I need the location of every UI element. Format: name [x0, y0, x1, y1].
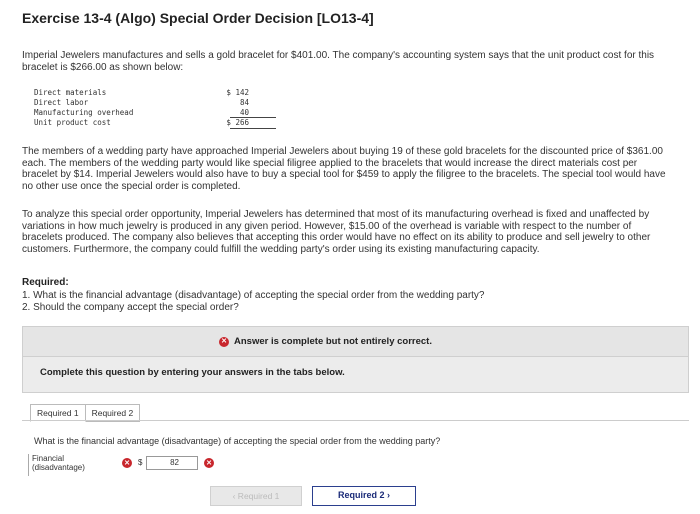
tab-required-1[interactable]: Required 1 [30, 404, 86, 422]
answer-label: Financial (disadvantage) [32, 454, 85, 472]
tab-divider [22, 420, 689, 421]
scenario-text: The members of a wedding party have approached Imperial Jewelers about buying 19 of these gold bracelets for the discounted price of $361.00 each. The members of the wedding party would like special filigree applied to the bracelets that would increase the direct materials cost per bracelet by $14. Imperial Jewelers would also have to buy a special tool for $459 to apply the filigree to the bracelets. The special tool would have no other use once the special order is completed. [22, 146, 666, 192]
currency-symbol: $ [138, 458, 143, 467]
cost-value: 84 [239, 98, 249, 107]
required-heading: Required: [22, 277, 69, 288]
cost-label: Manufacturing overhead [34, 108, 134, 117]
cost-value: 40 [239, 108, 249, 117]
cost-label: Direct labor [34, 98, 89, 107]
x-circle-icon: ✕ [122, 458, 132, 468]
row-bracket [28, 454, 31, 476]
x-circle-icon: ✕ [219, 337, 229, 347]
answer-row [28, 454, 218, 480]
question-text: What is the financial advantage (disadvantage) of accepting the special order from the wedding party? [34, 436, 441, 446]
tab-required-2[interactable]: Required 2 [86, 404, 141, 422]
answer-input[interactable] [146, 456, 198, 470]
next-button[interactable]: Required 2 › [312, 486, 416, 506]
cost-row [34, 98, 249, 108]
instructions-panel [22, 357, 689, 393]
cost-label: Unit product cost [34, 118, 111, 127]
cost-row [34, 88, 249, 98]
total-rule [230, 128, 276, 129]
answer-status-panel [22, 326, 689, 357]
subtotal-rule [230, 117, 276, 118]
cost-label: Direct materials [34, 88, 107, 97]
answer-value: 82 [170, 458, 179, 467]
status-text: Answer is complete but not entirely correct. [234, 336, 432, 347]
x-circle-icon: ✕ [204, 458, 214, 468]
required-item: 1. What is the financial advantage (disadvantage) of accepting the special order from the wedding party? [22, 290, 485, 301]
cost-row-total [34, 118, 249, 128]
intro-text: Imperial Jewelers manufactures and sells a gold bracelet for $401.00. The company's accounting system says that the unit product cost for this bracelet is $266.00 as shown below: [22, 50, 655, 73]
prev-button[interactable]: ‹ Required 1 [210, 486, 302, 506]
instructions-text: Complete this question by entering your answers in the tabs below. [40, 367, 345, 378]
required-item: 2. Should the company accept the special order? [22, 302, 239, 313]
cost-row [34, 108, 249, 118]
cost-table [34, 88, 249, 128]
cost-value: $ 142 [226, 88, 249, 97]
cost-value: $ 266 [226, 118, 249, 127]
analysis-text: To analyze this special order opportunity, Imperial Jewelers has determined that most of its manufacturing overhead is fixed and unaffected by variations in how much jewelry is produced in any given period. However, $15.00 of the overhead is variable with respect to the number of bracelets produced. The company also believes that accepting this order would have no effect on its ability to produce and sell jewelry to other customers. Furthermore, the company could fulfill the wedding party's order using its existing manufacturing capacity. [22, 209, 651, 255]
answer-status [219, 336, 432, 347]
page-title: Exercise 13-4 (Algo) Special Order Decision [LO13-4] [22, 10, 374, 26]
